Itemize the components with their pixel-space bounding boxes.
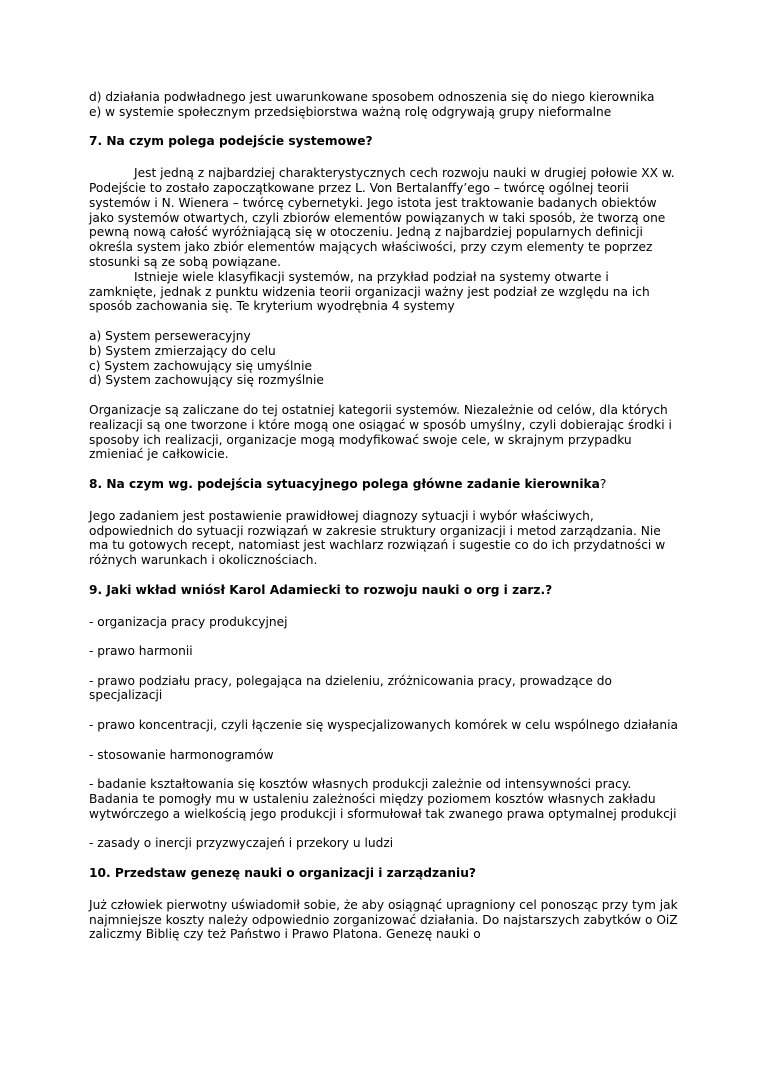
q8-paragraph: Jego zadaniem jest postawienie prawidłowej diagnozy sytuacji i wybór właściwych, odpowiednich do sytuacji rozwiązań w zakresie struktury organizacji i metod zarządzania. Nie ma tu gotowych recept, natomiast jest wachlarz rozwiązań i sugestie co do ich przydatności w różnych warunkach i okolicznościach. — [89, 508, 666, 568]
list-item: - zasady o inercji przyzwyczajeń i przekory u ludzi — [89, 836, 394, 851]
list-item: b) System zmierzający do celu — [89, 343, 276, 358]
q7-heading: 7. Na czym polega podejście systemowe? — [89, 134, 373, 149]
q7-paragraph-1: Jest jedną z najbardziej charakterystycznych cech rozwoju nauki w drugiej połowie XX w. Podejście to zostało zapoczątkowane przez L. Von Bertalanffy’ego – twórcę ogólnej teorii systemów i N. Wienera – twórcę cybernetyki. Jego istota jest traktowanie badanych obiektów jako systemów otwartych, czyli zbiorów elementów powiązanych w taki sposób, że tworzą one pewną nową całość wyróżniającą się w otoczeniu. Jedną z najbardziej popularnych definicji określa system jako zbiór elementów mających właściwości, przy czym elementy te poprzez stosunki są ze sobą powiązane. — [89, 166, 675, 269]
q8-heading — [89, 477, 679, 492]
list-item: d) System zachowujący się rozmyślnie — [89, 373, 324, 388]
q10-paragraph: Już człowiek pierwotny uświadomił sobie, że aby osiągnąć upragniony cel ponosząc przy tym jak najmniejsze koszty należy odpowiednio zorganizować działania. Do najstarszych zabytków o OiZ zaliczmy Biblię czy też Państwo i Prawo Platona. Genezę nauki o — [89, 897, 678, 942]
q9-heading: 9. Jaki wkład wniósł Karol Adamiecki to rozwoju nauki o org i zarz.? — [89, 582, 553, 597]
q7-system-list — [89, 329, 679, 388]
list-item: a) System perseweracyjny — [89, 328, 251, 343]
list-item: c) System zachowujący się umyślnie — [89, 358, 312, 373]
list-item: - prawo harmonii — [89, 644, 193, 659]
list-item: - prawo koncentracji, czyli łączenie się wyspecjalizowanych komórek w celu wspólnego działania — [89, 718, 678, 733]
intro-line-d: d) działania podwładnego jest uwarunkowane sposobem odnoszenia się do niego kierownika — [89, 90, 655, 104]
q8-heading-bold: 8. Na czym wg. podejścia sytuacyjnego polega główne zadanie kierownika — [89, 476, 600, 491]
list-item: - prawo podziału pracy, polegająca na dzieleniu, zróżnicowania pracy, prowadzące do specjalizacji — [89, 673, 612, 703]
q7-paragraph-2: Istnieje wiele klasyfikacji systemów, na przykład podział na systemy otwarte i zamknięte, jednak z punktu widzenia teorii organizacji ważny jest podział ze względu na ich sposób zachowania się. Te kryterium wyodrębnia 4 systemy — [89, 269, 650, 314]
list-item: - badanie kształtowania się kosztów własnych produkcji zależnie od intensywności pracy. Badania te pomogły mu w ustaleniu zależności między poziomem kosztów własnych zakładu wytwórczego a wielkością jego produkcji i sformułował tak zwanego prawa optymalnej produkcji — [89, 777, 677, 821]
list-item: - organizacja pracy produkcyjnej — [89, 614, 288, 629]
document-page — [89, 90, 679, 942]
list-item: - stosowanie harmonogramów — [89, 747, 274, 762]
intro-line-e: e) w systemie społecznym przedsiębiorstwa ważną rolę odgrywają grupy nieformalne — [89, 104, 612, 119]
q7-paragraph-3: Organizacje są zaliczane do tej ostatniej kategorii systemów. Niezależnie od celów, dla których realizacji są one tworzone i które mogą one osiągać w sposób umyślny, czyli dobierając środki i sposoby ich realizacji, organizacje mogą modyfikować swoje cele, w skrajnym przypadku zmieniać je całkowicie. — [89, 402, 672, 462]
q8-heading-mark: ? — [599, 476, 607, 491]
q10-heading: 10. Przedstaw genezę nauki o organizacji i zarządzaniu? — [89, 866, 476, 881]
